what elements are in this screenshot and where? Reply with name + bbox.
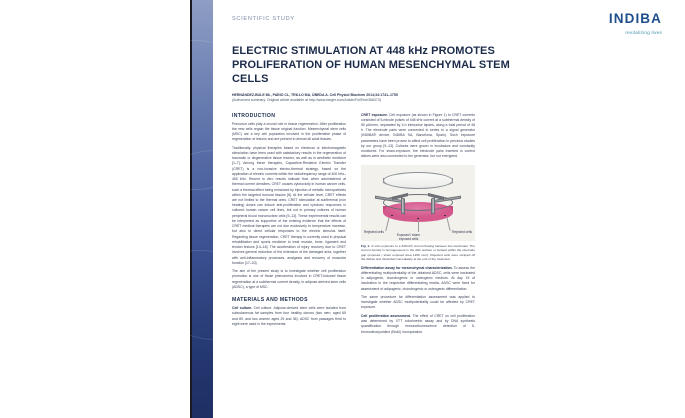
paragraph: The same procedure for differentiation assessment was applied to investigate whether ADSC multipotentiality could be affected by CRET exposure. [361,294,475,310]
paragraph-runin-cret-exposure: CRET exposure. [361,112,388,117]
leader-line-left [385,217,389,231]
section-heading-materials-and-methods: MATERIALS AND METHODS [232,297,308,304]
petri-dish-lid [383,172,453,189]
section-heading-introduction: INTRODUCTION [232,112,276,119]
figure-label-exposed-line2: exposed cells [399,236,419,241]
figure-caption-text: In vitro exposure to a 448 kHz current flowing between two electrodes. The current density is homogeneous in the dish surface or located within the electrode gap (exposed / sham exposed area 1260 mm²). Rejected cells were scraped off the dishes and discarded immediately at the end of the treatment. [361,243,475,262]
figure-label-rejected-right: Rejected cells [452,229,472,234]
figure-1-illustration [361,165,475,241]
paragraph: Precursor cells play a crucial role in tissue regeneration. After proliferation the new cells regain the tissue original function. Mesenchymal stem cells (MSC) are a key cell population involved in the proliferative phase of regeneration of lesions and are present in almost all adult tissues. [232,121,346,142]
leader-line-right [446,217,450,231]
figure-1 [361,165,475,262]
page-header [232,10,667,40]
paragraph-runin-differentiation-assay: Differentiation assay for mesenchymal characterization. [361,265,453,270]
byline-note: (Authorized summary. Original article available at http://www.karger.com/Article/FullText/366373) [232,97,381,102]
paragraph [361,266,475,292]
kicker-label: SCIENTIFIC STUDY [232,16,295,22]
left-column [232,113,346,338]
spine-arc [190,250,213,418]
leader-line-center [418,220,419,232]
right-column [361,113,475,338]
article-title: ELECTRIC STIMULATION AT 448 kHz PROMOTES PROLIFERATION OF HUMAN MESENCHYMAL STEM CELLS [232,45,510,85]
two-column-body [232,113,667,338]
paragraph [361,314,475,335]
leader-dot-right [444,215,446,217]
electrode-plate-right [431,197,435,214]
figure-1-caption [361,244,475,262]
paragraph [361,113,475,160]
paragraph-text: Cell culture. Adipose-derived stem cells were isolated from subcutaneous fat samples from four healthy donors (two men, aged 65 and 69, and two women aged 29 and 36). ADSC from passages third to eight were used in the experiments. [232,306,346,326]
paragraph-text: To assess the differentiating multipotentiality of the obtained ADSC, cells were incubated in adipogenic, chondrogenic or osteogenic medium. At day 15 of incubation in the respective differentiating media, ADSC were fixed for assessment of adipogenic, chondrogenic or osteogenic differentiation. [361,265,475,291]
figure-label-rejected-left: Rejected cells [364,229,384,234]
logo-wordmark: INDIBA [608,11,662,26]
byline-authors: HERNÁNDEZ-BULE ML, PAÍNO CL, TRILLO MA, ÚBEDA A. Cell Physiol Biochem 2014;34:1741–1755 [232,92,398,97]
figure-caption-label: Fig. 1. [361,243,371,248]
paragraph-runin-cell-culture: Cell culture. [232,306,253,311]
indiba-logo [609,10,662,35]
paragraph-text: Cell exposure (as shown in Figure 1) to CRET currents consisted of 5-minute pulses of 448 kHz current at a subthermal density of 50 µA/mm², separated by 4-h interpulse lapses, along a total period of 48 h. The electrode pairs were connected in series to a signal generator (INDIBA® device, INDIBA SA, Barcelona, Spain). Such exposure parameters have been proven to affect cell proliferation in previous studies by our group [9–13]. Cultures were grown in incubators and constantly monitored. For sham-exposure, the electrode pairs inserted in control dishes were also connected to the generator, but not energized. [361,112,475,159]
article-byline [232,93,562,103]
electrode-plate-left [401,197,405,214]
leader-dot-left [391,215,393,217]
logo-tagline: revitalizing lives [625,29,662,35]
page-spine-decoration [190,0,213,418]
paragraph: The aim of the present study is to investigate whether cell proliferation promotion is one of those phenomena involved in CRET-induced tissue regeneration at a subthermal current density, in adipose-derived stem cells (ADSC), a type of MSC. [232,269,346,289]
paragraph-runin-cell-proliferation: Cell proliferation assessment. [361,313,412,318]
article-page [213,0,685,418]
paragraph-text: The effect of CRET on cell proliferation was determined by XTT colorimetric assay and by DNA synthesis quantification through immunofluorescence detection of 5-bromodeoxyuridine (BrdU) incorporation. [361,313,476,334]
figure-label-exposed-line1: Exposed / sham [397,232,420,237]
paragraph [232,306,346,327]
paragraph: Traditionally, physical therapies based on electrical or electromagnetic stimulation have been used with satisfactory results in the regeneration of traumatic or degenerative tissue lesions, as well as in aesthetic medicine [1–7]. Among these therapies, Capacitive-Resistive Electric Transfer (CRET) is a non-invasive electro-thermal strategy, based on the application of electric currents within the radiofrequency range of 400 kHz–450 kHz. Recent in vitro results indicate that, when administered at thermal current densities, CRET causes cytotoxicity in human cancer cells, such a thermal effect being enhanced by injection of metallic microparticles within the targeted tumoral tissues [8]. At the cellular level, CRET effects are not limited to the thermal ones. CRET stimulation at subthermal (non heating) doses can induce anti-proliferative and cytotoxic responses in cultured human cancer cell lines, but not in primary cultures of human peripheral blood mononuclear cells [9–13]. These experimental results can be interpreted as supportive of the existing evidence that the effects of CRET medical therapies are not due exclusively to temperature increase, but also to direct cellular responses to the electric stimulus itself. Regarding tissue regeneration, CRET therapy is currently used in physical rehabilitation and sports medicine to treat muscle, bone, ligament and tendon lesions [14–16]. The acceleration of injury recovery due to CRET involves general reduction of the extension of the damaged area, together with anti-inflammatory processes, analgesia and recovery of muscular function [17–20]. [232,145,347,265]
